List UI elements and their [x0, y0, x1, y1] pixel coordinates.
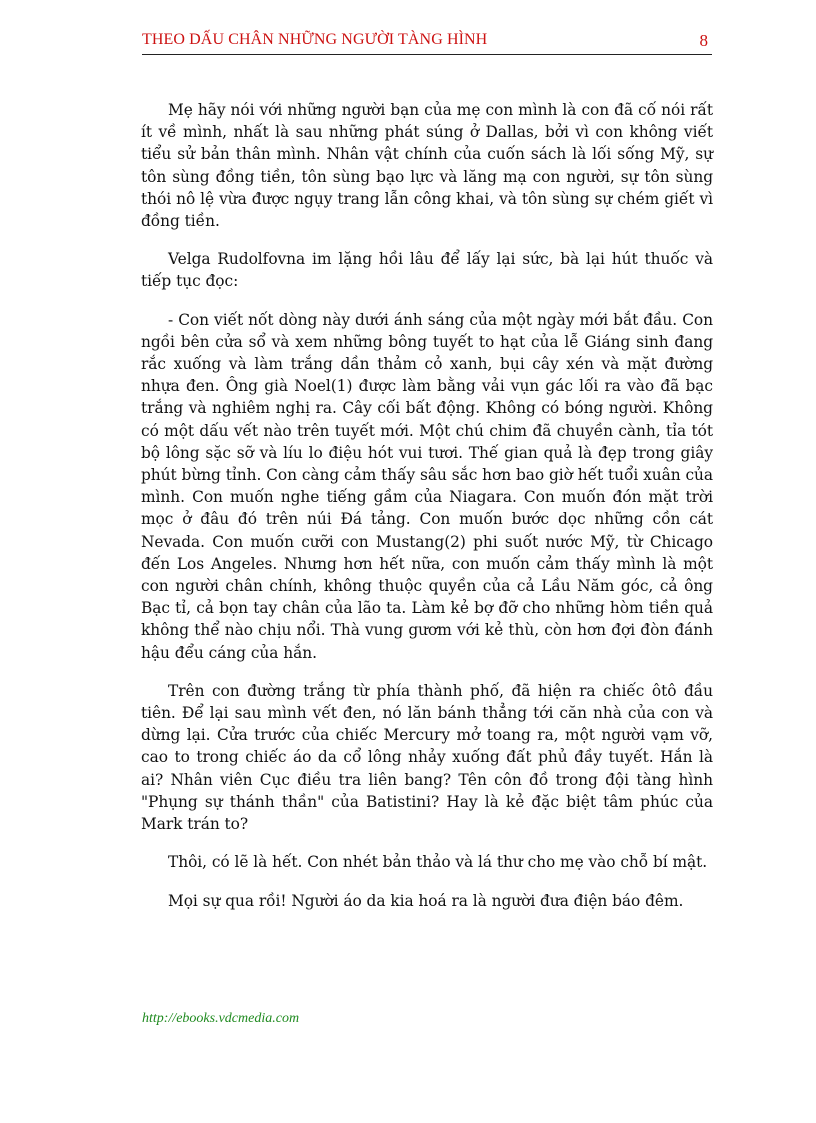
page-header	[142, 28, 712, 55]
book-title: THEO DẤU CHÂN NHỮNG NGƯỜI TÀNG HÌNH	[142, 31, 488, 48]
body-text	[141, 99, 713, 928]
paragraph: Thôi, có lẽ là hết. Con nhét bản thảo và lá thư cho mẹ vào chỗ bí mật.	[168, 853, 708, 872]
paragraph: Mọi sự qua rồi! Người áo da kia hoá ra là người đưa điện báo đêm.	[168, 891, 684, 910]
page-number: 8	[699, 31, 708, 50]
footer-link[interactable]: http://ebooks.vdcmedia.com	[142, 1011, 300, 1026]
paragraph: Velga Rudolfovna im lặng hồi lâu để lấy lại sức, bà lại hút thuốc và tiếp tục đọc:	[141, 250, 713, 291]
paragraph: - Con viết nốt dòng này dưới ánh sáng của một ngày mới bắt đầu. Con ngồi bên cửa sổ và xem những bông tuyết to hạt của lễ Giáng sinh đang rắc xuống và làm trắng dần thảm cỏ xanh, bụi cây xén và mặt đường nhựa đen. Ông già Noel(1) được làm bằng vải vụn gác lối ra vào đã bạc trắng và nghiêm nghị ra. Cây cối bất động. Không có bóng người. Không có một dấu vết nào trên tuyết mới. Một chú chim đã chuyền cành, tỉa tót bộ lông sặc sỡ và líu lo điệu hót vui tươi. Thế gian quả là đẹp trong giây phút bừng tỉnh. Con càng cảm thấy sâu sắc hơn bao giờ hết tuổi xuân của mình. Con muốn nghe tiếng gầm của Niagara. Con muốn đón mặt trời mọc ở đâu đó trên núi Đá tảng. Con muốn bước dọc những cồn cát Nevada. Con muốn cưỡi con Mustang(2) phi suốt nước Mỹ, từ Chicago đến Los Angeles. Nhưng hơn hết nữa, con muốn cảm thấy mình là một con người chân chính, không thuộc quyền của cả Lầu Năm góc, cả ông Bạc tỉ, cả bọn tay chân của lão ta. Làm kẻ bợ đỡ cho những hòm tiền quả không thể nào chịu nổi. Thà vung gươm với kẻ thù, còn hơn đợi đòn đánh hậu đểu cáng của hắn.	[141, 310, 713, 662]
paragraph: Trên con đường trắng từ phía thành phố, đã hiện ra chiếc ôtô đầu tiên. Để lại sau mình vết đen, nó lăn bánh thẳng tới căn nhà của con và dừng lại. Cửa trước của chiếc Mercury mở toang ra, một người vạm vỡ, cao to trong chiếc áo da cổ lông nhảy xuống đất phủ đầy tuyết. Hắn là ai? Nhân viên Cục điều tra liên bang? Tên côn đồ trong đội tàng hình "Phụng sự thánh thần" của Batistini? Hay là kẻ đặc biệt tâm phúc của Mark trán to?	[141, 681, 713, 834]
paragraph: Mẹ hãy nói với những người bạn của mẹ con mình là con đã cố nói rất ít về mình, nhất là sau những phát súng ở Dallas, bởi vì con không viết tiểu sử bản thân mình. Nhân vật chính của cuốn sách là lối sống Mỹ, sự tôn sùng đồng tiền, tôn sùng bạo lực và lăng mạ con người, sự tôn sùng thói nô lệ vừa được ngụy trang lẫn công khai, và tôn sùng sự chém giết vì đồng tiền.	[141, 101, 713, 231]
